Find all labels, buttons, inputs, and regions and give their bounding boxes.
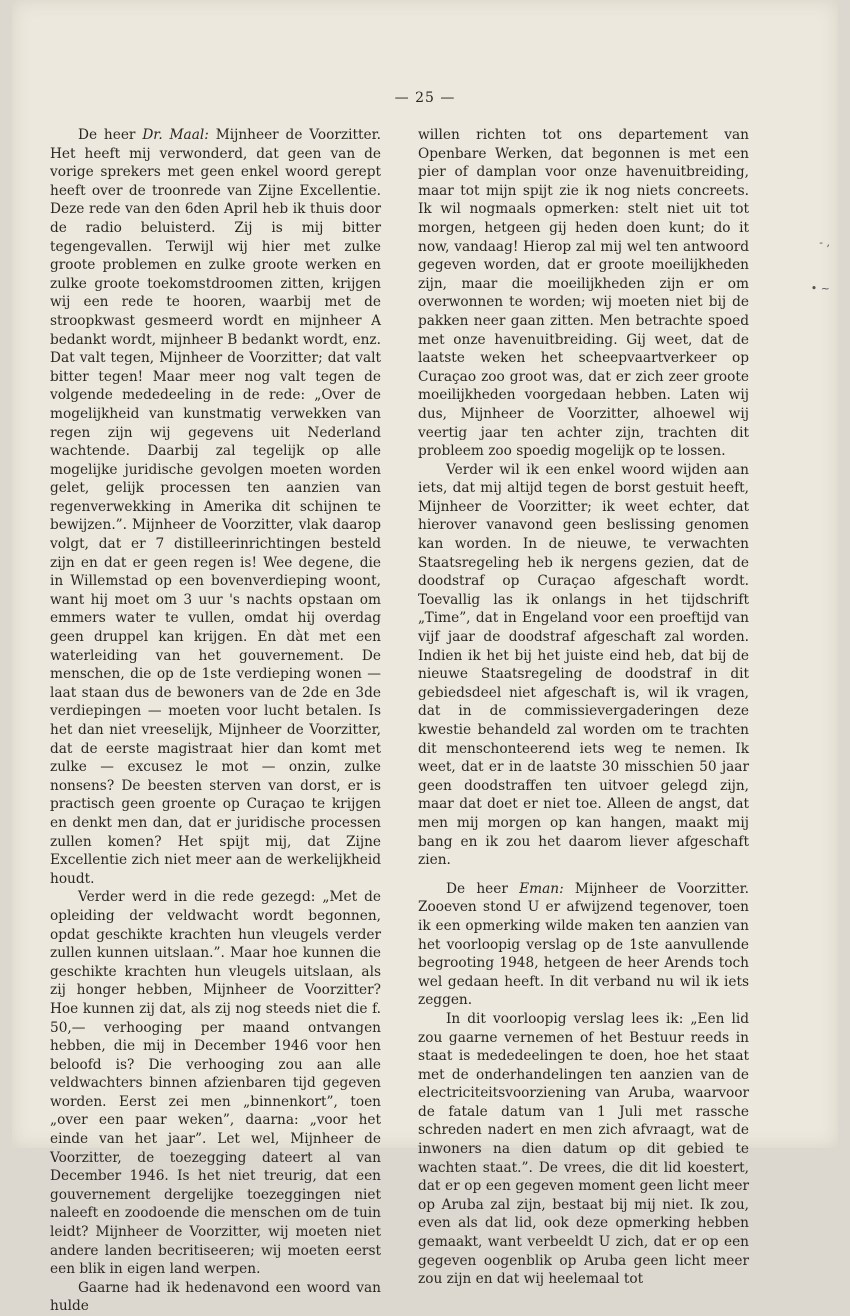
speaker-prefix: De heer: [78, 127, 143, 143]
paragraph: Gaarne had ik hedenavond een woord van hulde: [50, 1279, 381, 1315]
paragraph-text: Mijnheer de Voorzitter. Het heeft mij verwonderd, dat geen van de vorige sprekers met geen enkel woord gerept heeft over de troonrede van Zijne Excellentie. Deze rede van den 6den April heb ik thuis door de radio beluisterd. Zij is mij bitter tegengevallen. Terwijl wij hier met zulke groote problemen en zulke groote werken en zulke groote toekomstdroomen zitten, krijgen wij een rede te hooren, waarbij met de stroopkwast gesmeerd wordt en mijnheer A bedankt wordt, mijnheer B bedankt wordt, enz. Dat valt tegen, Mijnheer de Voorzitter; dat valt bitter tegen! Maar meer nog valt tegen de volgende mededeeling in de rede: „Over de mogelijkheid van kunstmatig verwekken van regen zijn wij gegevens uit Nederland wachtende. Daarbij zal tegelijk op alle mogelijke juridische gevolgen moeten worden gelet, gelijk processen ten aanzien van regenverwekking in Amerika dit schijnen te bewijzen.”. Mijnheer de Voorzitter, vlak daarop volgt, dat er 7 distilleerinrichtingen besteld zijn en dat er geen regen is! Wee degene, die in Willemstad op een bovenverdieping woont, want hij moet om 3 uur 's nachts opstaan om emmers water te vullen, omdat hij overdag geen druppel kan krijgen. En dàt met een waterleiding van het gouvernement. De menschen, die op de 1ste verdieping wonen — laat staan dus de bewoners van de 2de en 3de verdiepingen — moeten voor lucht betalen. Is het dan niet vreeselijk, Mijnheer de Voorzitter, dat de eerste magistraat hier dan komt met zulke — excusez le mot — onzin, zulke nonsens? De beesten sterven van dorst, er is practisch geen groente op Curaçao te krijgen en denkt men dan, dat er juridische processen zullen komen? Het spijt mij, dat Zijne Excellentie zich niet meer aan de werkelijkheid houdt.: [50, 127, 381, 887]
speaker-prefix: De heer: [446, 880, 520, 897]
margin-mark: • ~: [810, 282, 830, 295]
speech-paragraph-maal: [50, 126, 381, 888]
page-number: — 25 —: [394, 90, 456, 106]
paragraph: In dit voorloopig verslag lees ik: „Een lid zou gaarne vernemen of het Bestuur reeds in staat is mededeelingen te doen, hoe het staat met de onderhandelingen ten aanzien van de electriciteitsvoorziening van Aruba, waarvoor de fatale datum van 1 Juli met rassche schreden nadert en men zich afvraagt, wat de inwoners na dien datum op dit gebied te wachten staat.”. De vrees, die dit lid koestert, dat er op een gegeven moment geen licht meer op Aruba zal zijn, bestaat bij mij niet. Ik zou, even als dat lid, ook deze opmerking hebben gemaakt, want verbeeldt U zich, dat er op een gegeven oogenblik op Aruba geen licht meer zou zijn en dat wij heelemaal tot: [418, 1010, 749, 1288]
speaker-name: Dr. Maal:: [142, 127, 209, 143]
paragraph: Verder werd in die rede gezegd: „Met de opleiding der veldwacht wordt begonnen, opdat geschikte krachten hun vleugels verder zullen kunnen uitslaan.”. Maar hoe kunnen die geschikte krachten hun vleugels uitslaan, als zij honger hebben, Mijnheer de Voorzitter? Hoe kunnen zij dat, als zij nog steeds niet die f. 50,— verhooging per maand ontvangen hebben, die mij in December 1946 voor hen beloofd is? Die verhooging zou aan alle veldwachters binnen afzienbaren tijd gegeven worden. Eerst zei men „binnenkort”, toen „over een paar weken”, daarna: „voor het einde van het jaar”. Let wel, Mijnheer de Voorzitter, de toezegging dateert al van December 1946. Is het niet treurig, dat een gouvernement dergelijke toezeggingen niet naleeft en zoodoende die menschen om de tuin leidt? Mijnheer de Voorzitter, wij moeten niet andere landen becritiseeren; wij moeten eerst een blik in eigen land werpen.: [50, 889, 381, 1278]
speech-paragraph-eman: [418, 880, 749, 1010]
paragraph-continued: willen richten tot ons departement van Openbare Werken, dat begonnen is met een pier of damplan voor onze havenuitbreiding, maar tot mijn spijt zie ik nog niets concreets. Ik wil nogmaals opmerken: stelt niet uit tot morgen, hetgeen gij heden doen kunt; do it now, vandaag! Hierop zal mij wel ten antwoord gegeven worden, dat er groote moeilijkheden zijn, maar die moeilijkheden zijn er om overwonnen te worden; wij moeten niet bij de pakken neer gaan zitten. Men betrachte spoed met onze havenuitbreiding. Gij weet, dat de laatste weken het scheepvaartverkeer op Curaçao zoo groot was, dat er zich zeer groote moeilijkheden voorgedaan hebben. Laten wij dus, Mijnheer de Voorzitter, alhoewel wij veertig jaar ten achter zijn, trachten dit probleem zoo spoedig mogelijk op te lossen.: [418, 127, 749, 460]
document-page: [12, 0, 838, 1315]
right-column: [418, 126, 749, 1289]
margin-mark: - ,: [819, 236, 830, 249]
paragraph-text: Mijnheer de Voorzitter. Zooeven stond U er afwijzend tegenover, toen ik een opmerking wilde maken ten aanzien van het voorloopig verslag op de 1ste aanvullende begrooting 1948, hetgeen de heer Arends toch wel gedaan heeft. In dit verband nu wil ik iets zeggen.: [418, 880, 750, 1009]
speaker-name: Eman:: [519, 880, 564, 897]
paragraph: Verder wil ik een enkel woord wijden aan iets, dat mij altijd tegen de borst gestuit heeft, Mijnheer de Voorzitter; ik weet echter, dat hierover vanavond geen beslissing genomen kan worden. In de nieuwe, te verwachten Staatsregeling heb ik nergens gezien, dat de doodstraf op Curaçao afgeschaft wordt. Toevallig las ik onlangs in het tijdschrift „Time”, dat in Engeland voor een proeftijd van vijf jaar de doodstraf afgeschaft zal worden. Indien ik het bij het juiste eind heb, dat bij de nieuwe Staatsregeling de doodstraf in dit gebiedsdeel niet afgeschaft is, wil ik vragen, dat in de commissievergaderingen deze kwestie behandeld zal worden om te trachten dit menschonteerend iets weg te nemen. Ik weet, dat er in de laatste 30 misschien 50 jaar geen doodstraffen ten uitvoer gelegd zijn, maar dat doet er niet toe. Alleen de angst, dat men mij morgen op kan hangen, maakt mij bang en ik zou het daarom liever afgeschaft zien.: [418, 461, 749, 869]
left-column: [50, 126, 381, 1316]
